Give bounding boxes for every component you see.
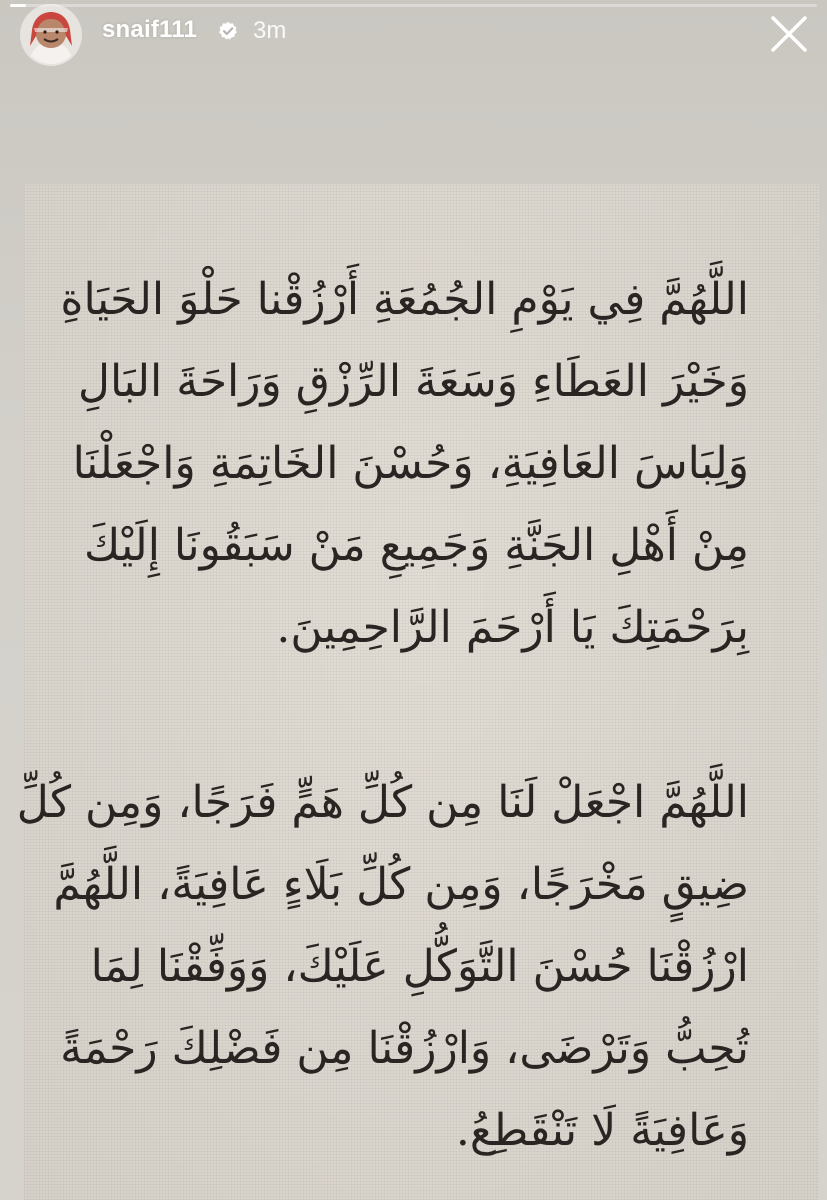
close-button[interactable]: [765, 10, 813, 58]
text-line: ارْزُقْنَا حُسْنَ التَّوَكُّلِ عَلَيْكَ، وَوَفِّقْنَا لِمَا: [90, 941, 749, 992]
text-line: اللَّهُمَّ فِي يَوْمِ الجُمُعَةِ أَرْزُقْنا حَلْوَ الحَيَاةِ: [60, 274, 749, 325]
story-content-card: [16, 184, 819, 1200]
story-timestamp: 3m: [253, 17, 287, 44]
story-header: [0, 0, 827, 80]
text-line: مِنْ أَهْلِ الجَنَّةِ وَجَمِيعِ مَنْ سَبَقُونَا إِلَيْكَ: [83, 520, 749, 571]
close-icon: [765, 10, 813, 58]
text-line: بِرَحْمَتِكَ يَا أَرْحَمَ الرَّاحِمِينَ.: [276, 602, 749, 653]
text-line: اللَّهُمَّ اجْعَلْ لَنَا مِن كُلِّ هَمٍّ فَرَجًا، وَمِن كُلِّ: [16, 777, 749, 828]
text-line: وَلِبَاسَ العَافِيَةِ، وَحُسْنَ الخَاتِمَةِ وَاجْعَلْنَا: [72, 438, 749, 489]
dua-paragraph-1: [60, 259, 749, 669]
text-line: وَعَافِيَةً لَا تَنْقَطِعُ.: [455, 1105, 749, 1156]
text-line: ضِيقٍ مَخْرَجًا، وَمِن كُلِّ بَلَاءٍ عَافِيَةً، اللَّهُمَّ: [53, 859, 749, 910]
text-line: وَخَيْرَ العَطَاءِ وَسَعَةَ الرِّزْقِ وَرَاحَةَ البَالِ: [78, 356, 749, 407]
text-line: تُحِبُّ وَتَرْضَى، وَارْزُقْنَا مِن فَضْلِكَ رَحْمَةً: [60, 1023, 749, 1074]
avatar-image: [22, 6, 80, 64]
verified-badge-icon: [218, 21, 238, 41]
dua-paragraph-2: [16, 762, 749, 1172]
profile-avatar[interactable]: [22, 6, 80, 64]
username[interactable]: snaif111: [102, 16, 198, 43]
